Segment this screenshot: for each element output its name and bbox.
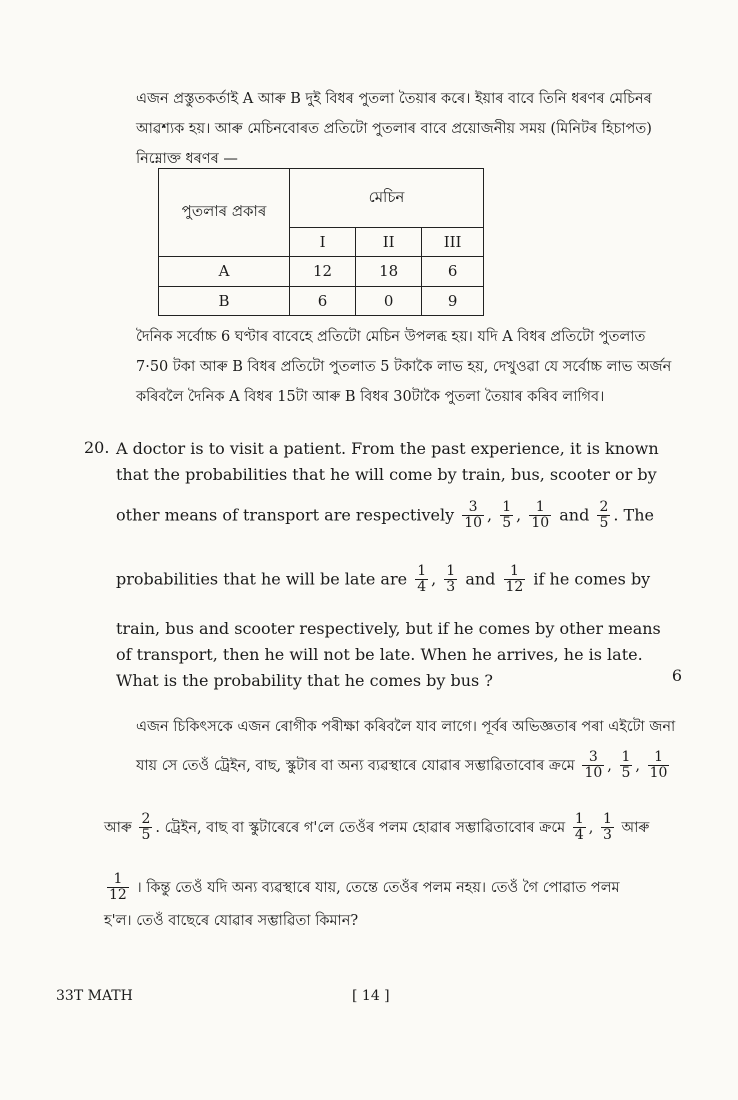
denominator: 4: [417, 579, 427, 596]
table-cell: 0: [356, 286, 422, 315]
fraction: [597, 500, 610, 532]
text-line: কৰিবলৈ দৈনিক A বিধৰ 15টা আৰু B বিধৰ 30টাকৈ পুতলা তৈয়াৰ কৰিব লাগিব।: [136, 389, 605, 405]
numerator: 3: [462, 500, 484, 516]
denominator: 3: [602, 827, 612, 844]
fraction: [529, 500, 551, 532]
numerator: 1: [502, 499, 512, 515]
denominator: 5: [599, 515, 609, 532]
text-line: এজন চিকিৎসকে এজন ৰোগীক পৰীক্ষা কৰিবলৈ যাব লাগে। পূৰ্বৰ অভিজ্ঞতাৰ পৰা এইটো জনা: [136, 719, 676, 735]
denominator: 5: [141, 827, 151, 844]
page-number: [ 14 ]: [352, 988, 390, 1004]
fraction: [462, 500, 484, 532]
fraction: [582, 750, 604, 782]
fraction: [500, 500, 513, 532]
table-cell: 6: [422, 257, 484, 286]
numerator: 1: [621, 749, 631, 765]
text-line: হ'ল। তেওঁ বাছেৰে যোৱাৰ সম্ভাৱিতা কিমান?: [104, 912, 359, 929]
q20-assamese-intro: [136, 712, 684, 742]
table-row: [159, 257, 484, 286]
q19-assamese-conclusion: [136, 322, 684, 412]
table-row: [159, 286, 484, 315]
table-corner-header: পুতলাৰ প্ৰকাৰ: [159, 169, 290, 257]
text-line: A doctor is to visit a patient. From the past experience, it is known: [116, 439, 659, 458]
fraction: [107, 872, 129, 904]
text-line: 7·50 টকা আৰু B বিধৰ প্ৰতিটো পুতলাত 5 টকাকৈ লাভ হয়, দেখুওৱা যে সৰ্বোচ্চ লাভ অৰ্জন: [136, 359, 672, 375]
table-col-header: II: [356, 228, 422, 257]
table-cell: 9: [422, 286, 484, 315]
fraction: [601, 812, 614, 844]
separator: ,: [516, 505, 522, 525]
separator: ,: [431, 569, 437, 589]
fraction: [444, 564, 457, 596]
text-line: train, bus and scooter respectively, but if he comes by other means: [116, 619, 661, 638]
denominator: 4: [574, 827, 584, 844]
numerator: 1: [107, 872, 129, 888]
numerator: 1: [504, 564, 526, 580]
table-cell: 12: [290, 257, 356, 286]
fraction: [504, 564, 526, 596]
q20-english-late-line: [116, 564, 682, 596]
table-col-header: I: [290, 228, 356, 257]
q20-english-intro: [116, 436, 682, 488]
text-line: দৈনিক সৰ্বোচ্চ 6 ঘণ্টাৰ বাবেহে প্ৰতিটো মেচিন উপলব্ধ হয়। যদি A বিধৰ প্ৰতিটো পুতলাত: [136, 329, 646, 345]
text-line: What is the probability that he comes by bus ?: [116, 671, 493, 690]
question-number: 20.: [84, 438, 110, 457]
q20-assamese-transport-line: [136, 750, 684, 782]
text-run: if he comes by: [533, 569, 651, 589]
q19-assamese-intro: [136, 84, 684, 174]
table-col-header: III: [422, 228, 484, 257]
text-run: । কিন্তু তেওঁ যদি অন্য ব্যৱস্থাৰে যায়, তেন্তে তেওঁৰ পলম নহয়। তেওঁ গৈ পোৱাত পলম: [136, 879, 620, 896]
fraction: [648, 750, 670, 782]
separator: ,: [588, 819, 594, 836]
text-run: আৰু: [104, 819, 132, 836]
denominator: 3: [446, 579, 456, 596]
text-run: and: [465, 569, 496, 589]
numerator: 1: [529, 500, 551, 516]
table-row-label: B: [159, 286, 290, 315]
fraction: [415, 564, 428, 596]
denominator: 5: [502, 515, 512, 532]
machine-time-table: [158, 168, 484, 316]
numerator: 1: [574, 811, 584, 827]
denominator: 10: [531, 515, 550, 532]
text-run: আৰু: [621, 819, 650, 836]
denominator: 10: [584, 765, 603, 782]
text-line: নিম্নোক্ত ধৰণৰ —: [136, 151, 238, 167]
denominator: 12: [109, 887, 127, 904]
table-row-label: A: [159, 257, 290, 286]
numerator: 1: [602, 811, 612, 827]
fraction: [620, 750, 633, 782]
text-line: এজন প্রস্তুতকর্তাই A আৰু B দুই বিধৰ পুতলা তৈয়াৰ কৰে। ইয়াৰ বাবে তিনি ধৰণৰ মেচিনৰ: [136, 91, 652, 107]
numerator: 2: [599, 499, 609, 515]
question-marks: 6: [671, 666, 682, 685]
denominator: 10: [649, 765, 668, 782]
fraction: [139, 812, 152, 844]
numerator: 1: [417, 563, 427, 579]
denominator: 12: [505, 579, 524, 596]
denominator: 10: [464, 515, 483, 532]
text-run: and: [559, 505, 590, 525]
table-group-header: মেচিন: [290, 169, 484, 228]
numerator: 3: [582, 750, 604, 766]
q20-assamese-end: [104, 872, 684, 936]
text-run: other means of transport are respectively: [116, 505, 455, 525]
denominator: 5: [621, 765, 631, 782]
q20-english-body: [116, 616, 682, 694]
table-cell: 6: [290, 286, 356, 315]
text-run: probabilities that he will be late are: [116, 569, 408, 589]
separator: ,: [607, 757, 612, 774]
separator: ,: [635, 757, 641, 774]
q20-assamese-late-line: [104, 812, 684, 844]
text-run: . The: [613, 505, 654, 525]
text-run: . ট্ৰেইন, বাছ বা স্কুটাৰেৰে গ'লে তেওঁৰ পলম হোৱাৰ সম্ভাৱিতাবোৰ ক্ৰমে: [155, 819, 566, 836]
numerator: 2: [141, 811, 151, 827]
text-line: that the probabilities that he will come by train, bus, scooter or by: [116, 465, 657, 484]
numerator: 1: [648, 750, 670, 766]
numerator: 1: [446, 563, 456, 579]
separator: ,: [487, 505, 493, 525]
text-line: আৱশ্যক হয়। আৰু মেচিনবোৰত প্ৰতিটো পুতলাৰ বাবে প্ৰয়োজনীয় সময় (মিনিটৰ হিচাপত): [136, 121, 652, 137]
text-run: যায় সে তেওঁ ট্ৰেইন, বাছ, স্কুটাৰ বা অন্য ব্যৱস্থাৰে যোৱাৰ সম্ভাৱিতাবোৰ ক্ৰমে: [136, 757, 575, 774]
paper-code: 33T MATH: [56, 988, 133, 1004]
q20-english-transport-line: [116, 500, 682, 532]
text-line: of transport, then he will not be late. When he arrives, he is late.: [116, 645, 643, 664]
table-cell: 18: [356, 257, 422, 286]
fraction: [573, 812, 586, 844]
